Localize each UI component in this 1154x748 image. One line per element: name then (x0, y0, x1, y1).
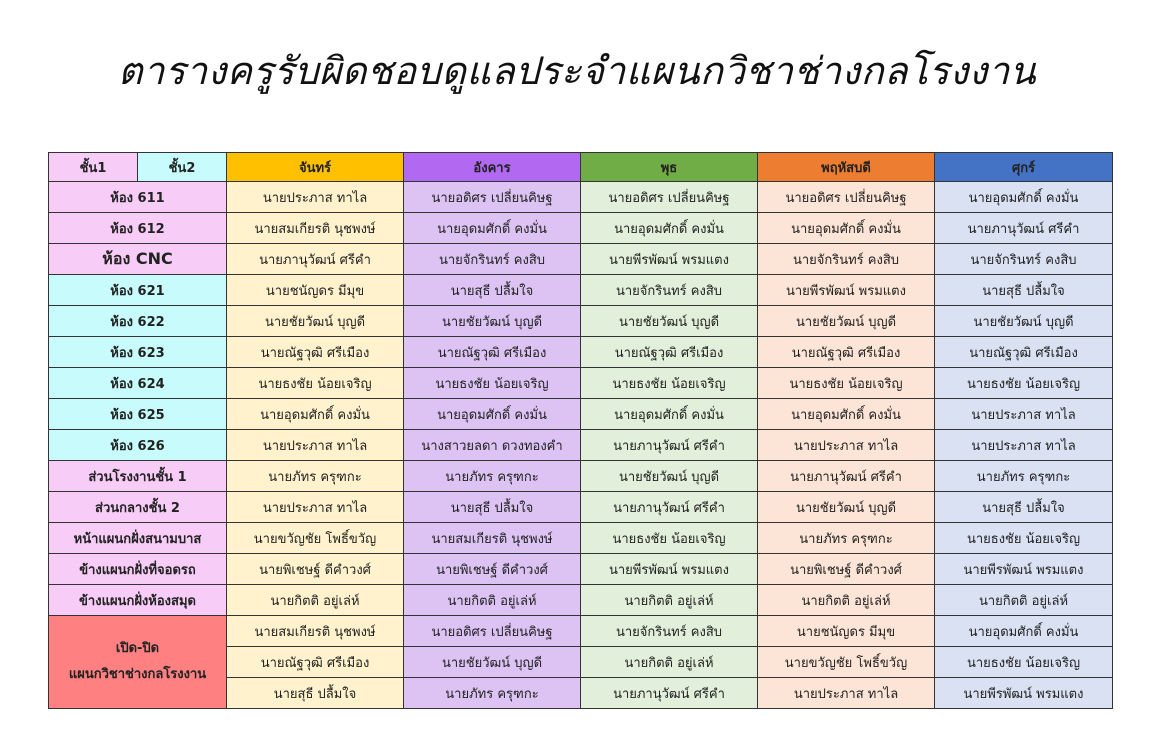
friday-teacher-cell: นายสุธี ปลื้มใจ (935, 492, 1113, 523)
tuesday-teacher-cell: นายกิตติ อยู่เล่ห์ (404, 585, 581, 616)
table-row (49, 244, 1113, 275)
wednesday-open-close-cell: นายกิตติ อยู่เล่ห์ (581, 647, 758, 678)
table-row (49, 554, 1113, 585)
table-row (49, 523, 1113, 554)
thursday-open-close-cell: นายประภาส ทาไล (758, 678, 935, 709)
wednesday-teacher-cell: นายภานุวัฒน์ ศรีคำ (581, 492, 758, 523)
thursday-teacher-cell: นายพีรพัฒน์ พรมแตง (758, 275, 935, 306)
tuesday-teacher-cell: นายสมเกียรติ นุชพงษ์ (404, 523, 581, 554)
table-row (49, 306, 1113, 337)
thursday-teacher-cell: นายพิเชษฐ์ ดีคำวงศ์ (758, 554, 935, 585)
wednesday-open-close-cell: นายภานุวัฒน์ ศรีคำ (581, 678, 758, 709)
tuesday-open-close-cell: นายชัยวัฒน์ บุญดี (404, 647, 581, 678)
table-row (49, 275, 1113, 306)
table-row (49, 461, 1113, 492)
tuesday-teacher-cell: นายอุดมศักดิ์ คงมั่น (404, 213, 581, 244)
friday-teacher-cell: นายกิตติ อยู่เล่ห์ (935, 585, 1113, 616)
room-label: ห้อง 621 (49, 275, 227, 306)
table-row (49, 585, 1113, 616)
thursday-teacher-cell: นายประภาส ทาไล (758, 430, 935, 461)
monday-header: จันทร์ (227, 153, 404, 182)
room-label: ห้อง 623 (49, 337, 227, 368)
monday-open-close-cell: นายณัฐวุฒิ ศรีเมือง (227, 647, 404, 678)
monday-teacher-cell: นายอุดมศักดิ์ คงมั่น (227, 399, 404, 430)
room-label: ห้อง 625 (49, 399, 227, 430)
room-label: หน้าแผนกฝั่งสนามบาส (49, 523, 227, 554)
open-close-label-line2: แผนกวิชาช่างกลโรงงาน (68, 667, 207, 682)
monday-teacher-cell: นายประภาส ทาไล (227, 492, 404, 523)
monday-teacher-cell: นายกิตติ อยู่เล่ห์ (227, 585, 404, 616)
tuesday-teacher-cell: นายสุธี ปลื้มใจ (404, 492, 581, 523)
friday-header: ศุกร์ (935, 153, 1113, 182)
room-label: ส่วนกลางชั้น 2 (49, 492, 227, 523)
thursday-teacher-cell: นายธงชัย น้อยเจริญ (758, 368, 935, 399)
duty-schedule-table (48, 152, 1113, 709)
friday-teacher-cell: นายชัยวัฒน์ บุญดี (935, 306, 1113, 337)
tuesday-teacher-cell: นายจักรินทร์ คงสิบ (404, 244, 581, 275)
tuesday-teacher-cell: นายพิเชษฐ์ ดีคำวงศ์ (404, 554, 581, 585)
monday-teacher-cell: นายพิเชษฐ์ ดีคำวงศ์ (227, 554, 404, 585)
tuesday-teacher-cell: นายณัฐวุฒิ ศรีเมือง (404, 337, 581, 368)
monday-teacher-cell: นายภานุวัฒน์ ศรีคำ (227, 244, 404, 275)
room-label: ห้อง 626 (49, 430, 227, 461)
friday-teacher-cell: นายจักรินทร์ คงสิบ (935, 244, 1113, 275)
room-label: ห้อง 612 (49, 213, 227, 244)
room-label: ส่วนโรงงานชั้น 1 (49, 461, 227, 492)
table-row (49, 213, 1113, 244)
thursday-teacher-cell: นายจักรินทร์ คงสิบ (758, 244, 935, 275)
room-label: ห้อง CNC (49, 244, 227, 275)
tuesday-open-close-cell: นายภัทร ครุฑกะ (404, 678, 581, 709)
wednesday-open-close-cell: นายจักรินทร์ คงสิบ (581, 616, 758, 647)
monday-teacher-cell: นายณัฐวุฒิ ศรีเมือง (227, 337, 404, 368)
table-row (49, 399, 1113, 430)
header-row (49, 153, 1113, 182)
grade2-header: ชั้น2 (138, 153, 227, 182)
wednesday-teacher-cell: นายกิตติ อยู่เล่ห์ (581, 585, 758, 616)
wednesday-teacher-cell: นายภานุวัฒน์ ศรีคำ (581, 430, 758, 461)
monday-teacher-cell: นายสมเกียรติ นุชพงษ์ (227, 213, 404, 244)
table-row (49, 492, 1113, 523)
thursday-teacher-cell: นายภานุวัฒน์ ศรีคำ (758, 461, 935, 492)
tuesday-teacher-cell: นายชัยวัฒน์ บุญดี (404, 306, 581, 337)
tuesday-teacher-cell: นายอดิศร เปลี่ยนคิษฐ (404, 182, 581, 213)
wednesday-teacher-cell: นายอุดมศักดิ์ คงมั่น (581, 213, 758, 244)
thursday-teacher-cell: นายอุดมศักดิ์ คงมั่น (758, 213, 935, 244)
room-label: ห้อง 611 (49, 182, 227, 213)
friday-open-close-cell: นายพีรพัฒน์ พรมแตง (935, 678, 1113, 709)
thursday-teacher-cell: นายชัยวัฒน์ บุญดี (758, 306, 935, 337)
monday-teacher-cell: นายธงชัย น้อยเจริญ (227, 368, 404, 399)
monday-teacher-cell: นายภัทร ครุฑกะ (227, 461, 404, 492)
wednesday-teacher-cell: นายธงชัย น้อยเจริญ (581, 368, 758, 399)
friday-teacher-cell: นายประภาส ทาไล (935, 430, 1113, 461)
monday-open-close-cell: นายสมเกียรติ นุชพงษ์ (227, 616, 404, 647)
wednesday-teacher-cell: นายพีรพัฒน์ พรมแตง (581, 554, 758, 585)
tuesday-teacher-cell: นายธงชัย น้อยเจริญ (404, 368, 581, 399)
thursday-open-close-cell: นายชนัญดร มีมุข (758, 616, 935, 647)
wednesday-teacher-cell: นายณัฐวุฒิ ศรีเมือง (581, 337, 758, 368)
monday-teacher-cell: นายชัยวัฒน์ บุญดี (227, 306, 404, 337)
page-title: ตารางครูรับผิดชอบดูแลประจำแผนกวิชาช่างกลโรงงาน (117, 49, 1037, 93)
friday-open-close-cell: นายอุดมศักดิ์ คงมั่น (935, 616, 1113, 647)
thursday-teacher-cell: นายณัฐวุฒิ ศรีเมือง (758, 337, 935, 368)
table-row (49, 337, 1113, 368)
wednesday-teacher-cell: นายพีรพัฒน์ พรมแตง (581, 244, 758, 275)
thursday-teacher-cell: นายกิตติ อยู่เล่ห์ (758, 585, 935, 616)
monday-open-close-cell: นายสุธี ปลื้มใจ (227, 678, 404, 709)
friday-teacher-cell: นายอุดมศักดิ์ คงมั่น (935, 182, 1113, 213)
friday-teacher-cell: นายภัทร ครุฑกะ (935, 461, 1113, 492)
wednesday-teacher-cell: นายจักรินทร์ คงสิบ (581, 275, 758, 306)
tuesday-teacher-cell: นายสุธี ปลื้มใจ (404, 275, 581, 306)
table-row (49, 368, 1113, 399)
monday-teacher-cell: นายประภาส ทาไล (227, 182, 404, 213)
table-row (49, 182, 1113, 213)
thursday-header: พฤหัสบดี (758, 153, 935, 182)
table-row (49, 616, 1113, 647)
wednesday-teacher-cell: นายชัยวัฒน์ บุญดี (581, 306, 758, 337)
table-row (49, 430, 1113, 461)
open-close-label-line1: เปิด-ปิด (115, 641, 160, 656)
friday-teacher-cell: นายณัฐวุฒิ ศรีเมือง (935, 337, 1113, 368)
monday-teacher-cell: นายขวัญชัย โพธิ์ขวัญ (227, 523, 404, 554)
thursday-teacher-cell: นายชัยวัฒน์ บุญดี (758, 492, 935, 523)
thursday-teacher-cell: นายอุดมศักดิ์ คงมั่น (758, 399, 935, 430)
tuesday-teacher-cell: นางสาวยลดา ดวงทองคำ (404, 430, 581, 461)
thursday-open-close-cell: นายขวัญชัย โพธิ์ขวัญ (758, 647, 935, 678)
wednesday-teacher-cell: นายธงชัย น้อยเจริญ (581, 523, 758, 554)
friday-teacher-cell: นายพีรพัฒน์ พรมแตง (935, 554, 1113, 585)
friday-teacher-cell: นายภานุวัฒน์ ศรีคำ (935, 213, 1113, 244)
room-label: ข้างแผนกฝั่งที่จอดรถ (49, 554, 227, 585)
friday-teacher-cell: นายธงชัย น้อยเจริญ (935, 368, 1113, 399)
thursday-teacher-cell: นายอดิศร เปลี่ยนคิษฐ (758, 182, 935, 213)
tuesday-teacher-cell: นายอุดมศักดิ์ คงมั่น (404, 399, 581, 430)
tuesday-header: อังคาร (404, 153, 581, 182)
room-label: ข้างแผนกฝั่งห้องสมุด (49, 585, 227, 616)
wednesday-teacher-cell: นายชัยวัฒน์ บุญดี (581, 461, 758, 492)
room-label: ห้อง 624 (49, 368, 227, 399)
monday-teacher-cell: นายประภาส ทาไล (227, 430, 404, 461)
wednesday-teacher-cell: นายอดิศร เปลี่ยนคิษฐ (581, 182, 758, 213)
friday-teacher-cell: นายธงชัย น้อยเจริญ (935, 523, 1113, 554)
monday-teacher-cell: นายชนัญดร มีมุข (227, 275, 404, 306)
thursday-teacher-cell: นายภัทร ครุฑกะ (758, 523, 935, 554)
friday-teacher-cell: นายประภาส ทาไล (935, 399, 1113, 430)
wednesday-header: พุธ (581, 153, 758, 182)
open-close-label (49, 616, 227, 709)
grade1-header: ชั้น1 (49, 153, 138, 182)
tuesday-open-close-cell: นายอดิศร เปลี่ยนคิษฐ (404, 616, 581, 647)
tuesday-teacher-cell: นายภัทร ครุฑกะ (404, 461, 581, 492)
friday-teacher-cell: นายสุธี ปลื้มใจ (935, 275, 1113, 306)
friday-open-close-cell: นายธงชัย น้อยเจริญ (935, 647, 1113, 678)
wednesday-teacher-cell: นายอุดมศักดิ์ คงมั่น (581, 399, 758, 430)
room-label: ห้อง 622 (49, 306, 227, 337)
